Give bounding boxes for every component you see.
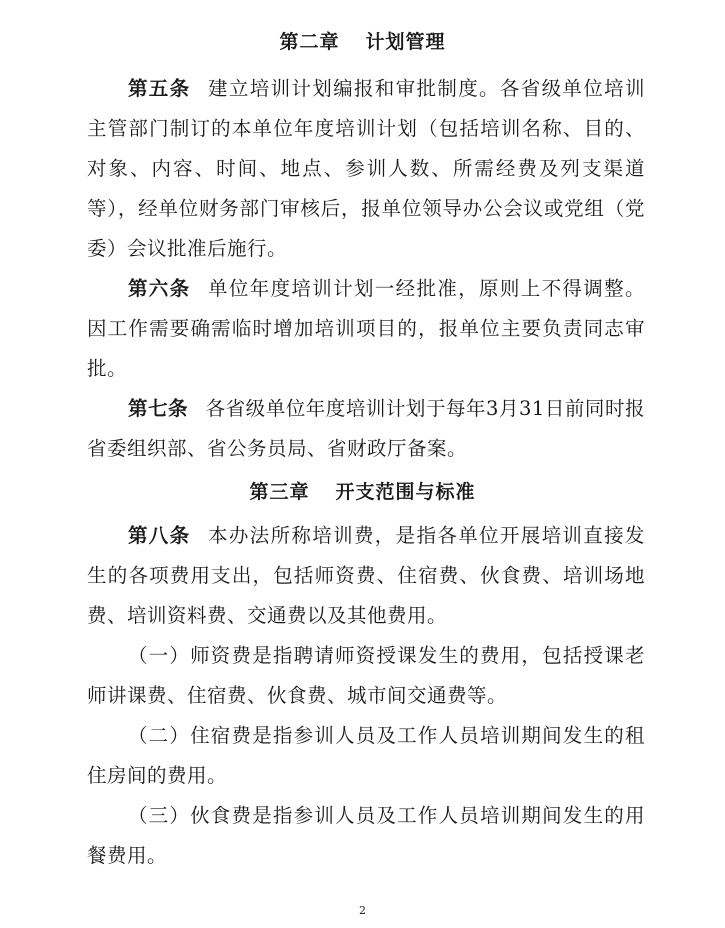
page-number: 2 (359, 904, 366, 917)
article-8 (87, 516, 645, 636)
item-3: （三）伙食费是指参训人员及工作人员培训期间发生的用餐费用。 (87, 804, 645, 867)
chapter-2-number: 第二章 (279, 31, 340, 53)
article-7-text: 各省级单位年度培训计划于每年3月31日前同时报省委组织部、省公务员局、省财政厅备案。 (87, 397, 645, 460)
article-8-label: 第八条 (127, 524, 191, 547)
chapter-3-body (87, 516, 645, 876)
article-7 (87, 389, 645, 469)
chapter-2-body (87, 69, 645, 469)
chapter-3-number: 第三章 (249, 481, 310, 503)
article-8-text: 本办法所称培训费，是指各单位开展培训直接发生的各项费用支出，包括师资费、住宿费、伙食费、培训场地费、培训资料费、交通费以及其他费用。 (87, 524, 645, 627)
article-5-text: 建立培训计划编报和审批制度。各省级单位培训主管部门制订的本单位年度培训计划（包括培训名称、目的、对象、内容、时间、地点、参训人数、所需经费及列支渠道等），经单位财务部门审核后，报单位领导办公会议或党组（党委）会议批准后施行。 (87, 77, 645, 260)
article-5-label: 第五条 (127, 77, 191, 100)
chapter-3-name: 开支范围与标准 (335, 481, 476, 503)
chapter-3-heading (0, 480, 725, 504)
article-5 (87, 69, 645, 269)
chapter-2-name: 计划管理 (365, 31, 446, 53)
article-6 (87, 269, 645, 389)
chapter-2-heading (0, 30, 725, 54)
item-2: （二）住宿费是指参训人员及工作人员培训期间发生的租住房间的费用。 (87, 724, 645, 787)
article-7-label: 第七条 (127, 397, 189, 420)
article-6-text: 单位年度培训计划一经批准，原则上不得调整。因工作需要确需临时增加培训项目的，报单位主要负责同志审批。 (87, 277, 645, 380)
item-1: （一）师资费是指聘请师资授课发生的费用，包括授课老师讲课费、住宿费、伙食费、城市间交通费等。 (87, 644, 645, 707)
article-6-label: 第六条 (127, 277, 191, 300)
